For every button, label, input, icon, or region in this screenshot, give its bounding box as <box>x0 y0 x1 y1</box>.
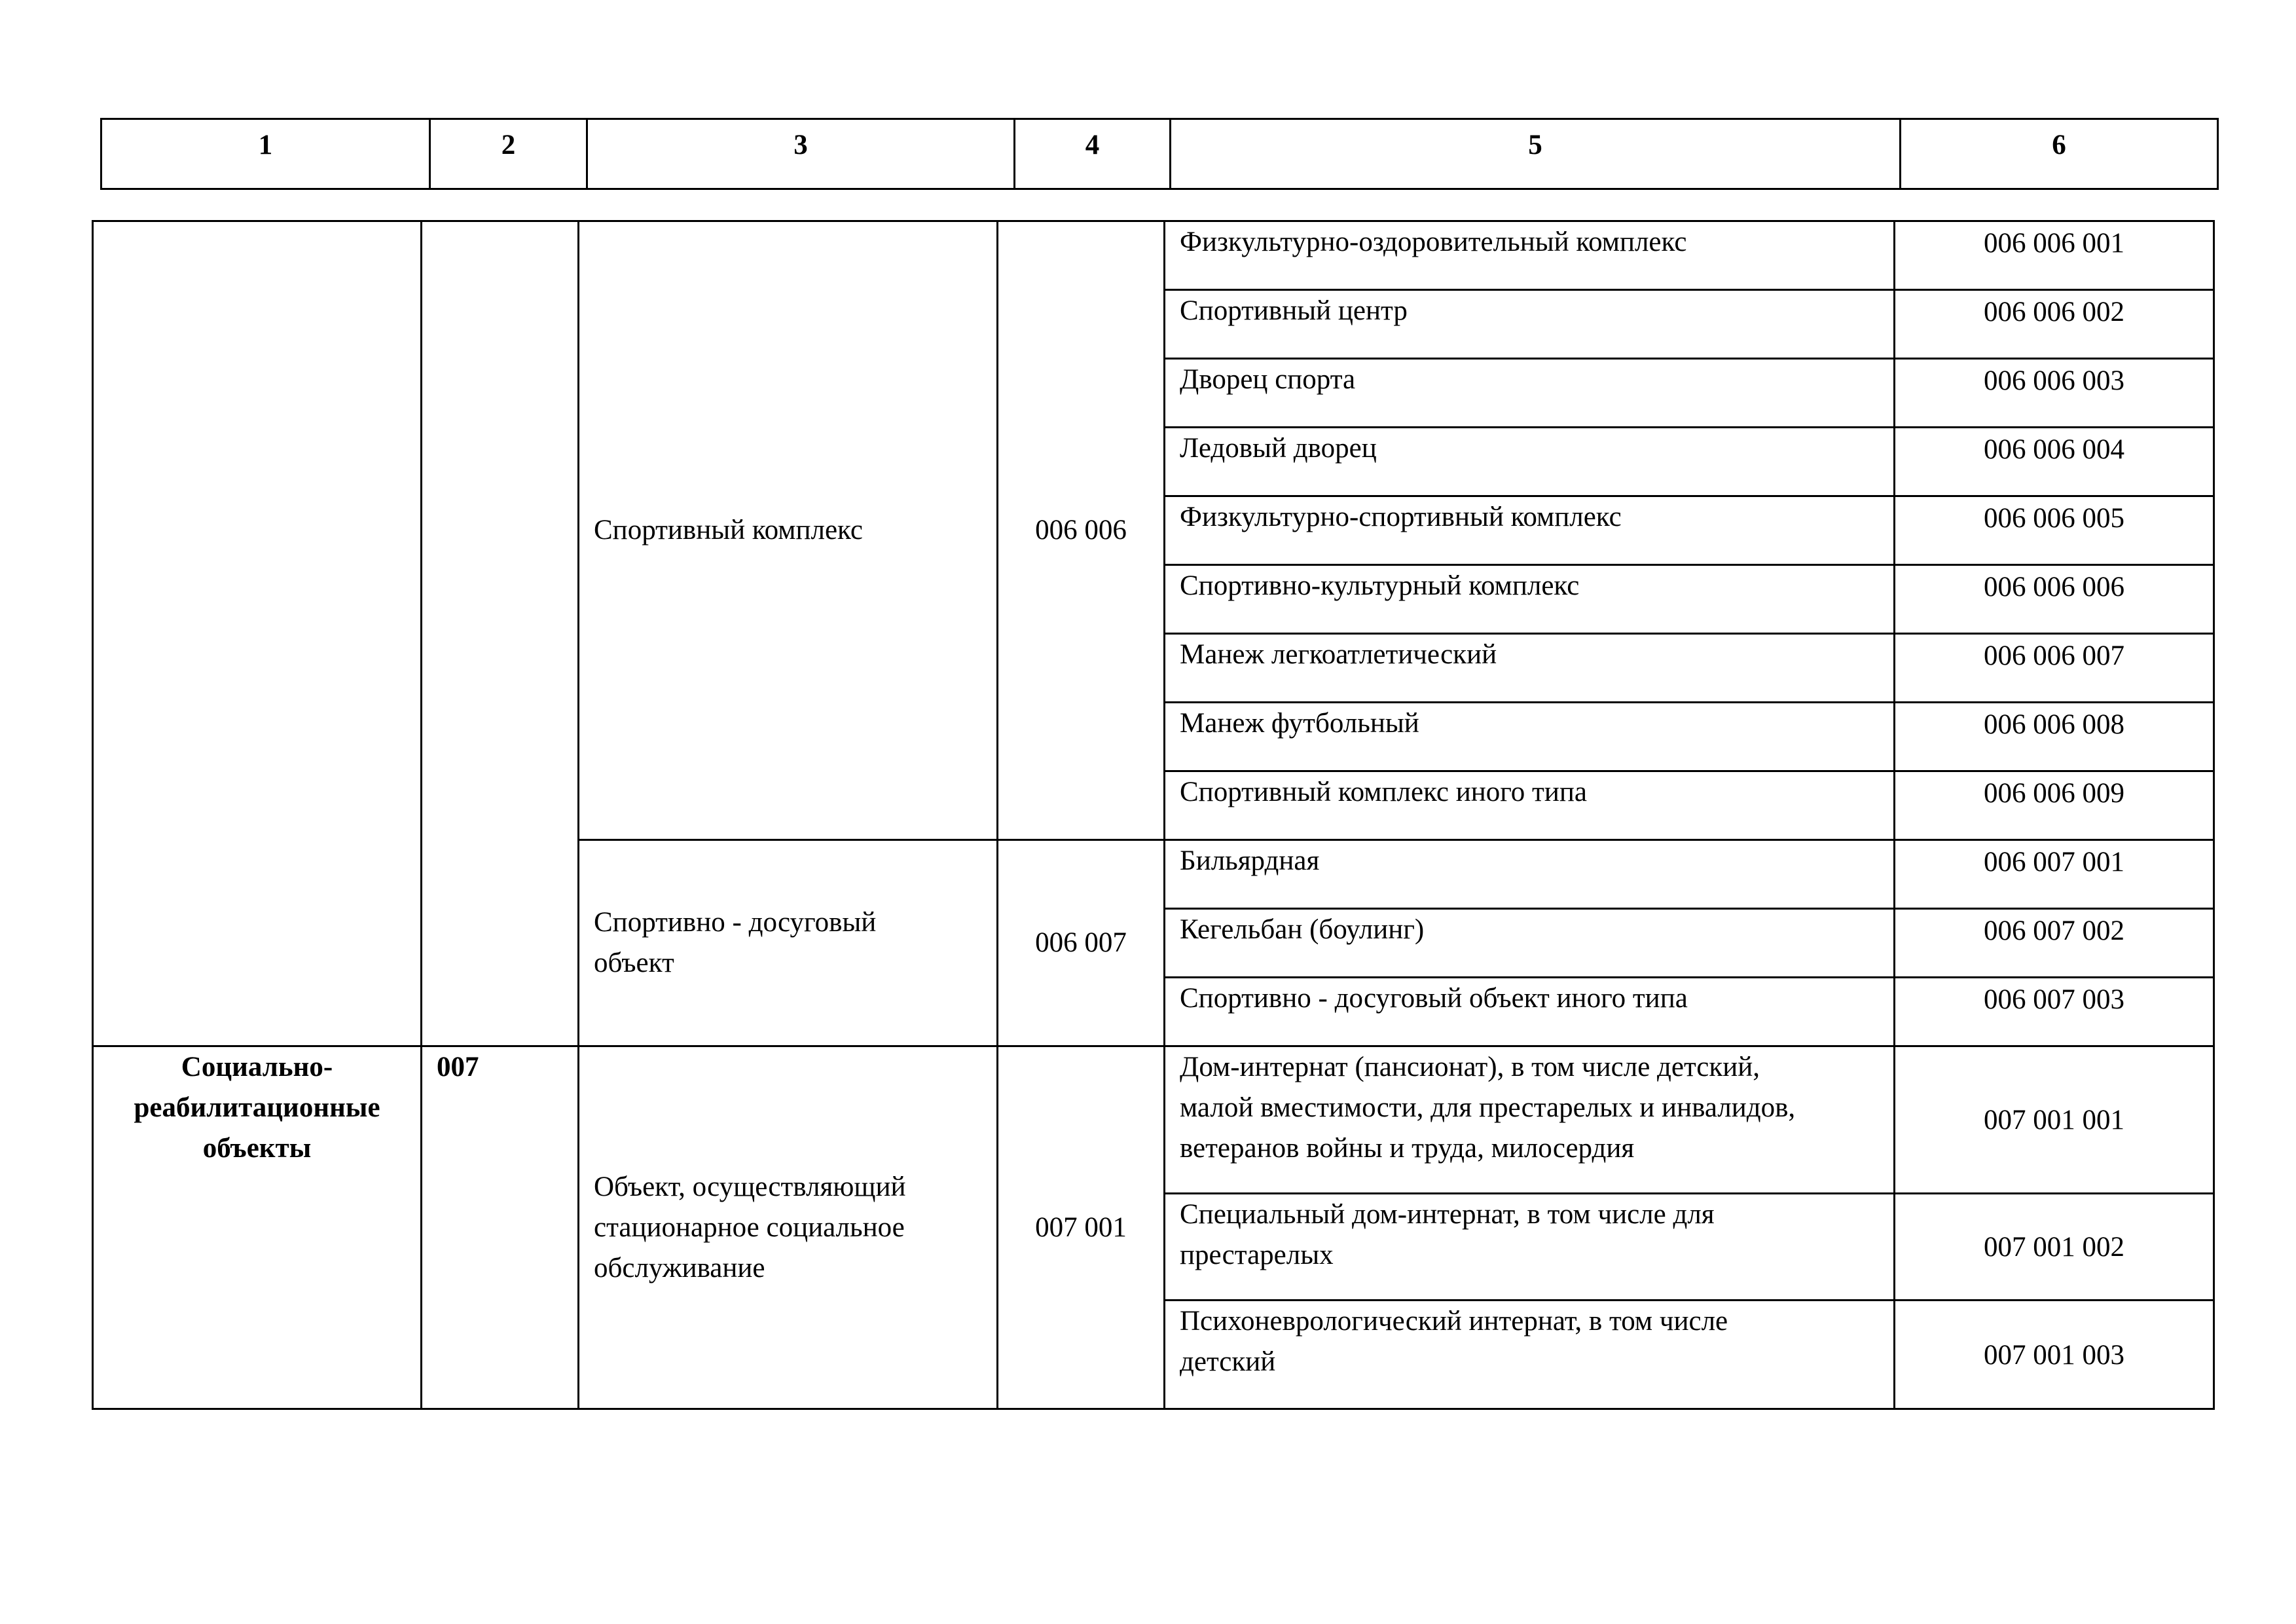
subgroup-code-cell: 006 006 <box>998 221 1165 840</box>
category-name-cell <box>93 221 422 1046</box>
category-name-cell: Социально- реабилитационные объекты <box>93 1046 422 1409</box>
item-code-cell: 006 006 007 <box>1895 634 2214 703</box>
classifier-table <box>92 220 2215 1410</box>
column-number-4: 4 <box>1015 119 1171 189</box>
item-name-cell: Специальный дом-интернат, в том числе для престарелых <box>1165 1194 1895 1301</box>
item-name-cell: Кегельбан (боулинг) <box>1165 909 1895 978</box>
subgroup-code-cell: 006 007 <box>998 840 1165 1046</box>
item-name-cell: Манеж футбольный <box>1165 703 1895 771</box>
item-code-cell: 006 006 002 <box>1895 290 2214 359</box>
item-code-cell: 006 006 005 <box>1895 496 2214 565</box>
column-number-2: 2 <box>430 119 587 189</box>
item-name-cell: Бильярдная <box>1165 840 1895 909</box>
column-number-3: 3 <box>587 119 1015 189</box>
item-name-cell: Спортивно - досуговый объект иного типа <box>1165 978 1895 1046</box>
column-number-1: 1 <box>101 119 430 189</box>
item-name-cell: Дворец спорта <box>1165 359 1895 428</box>
item-name-cell: Спортивный центр <box>1165 290 1895 359</box>
item-code-cell: 006 007 002 <box>1895 909 2214 978</box>
table-row <box>93 221 2214 290</box>
subgroup-name-cell: Объект, осуществляющий стационарное социальное обслуживание <box>579 1046 998 1409</box>
item-code-cell: 006 007 003 <box>1895 978 2214 1046</box>
item-code-cell: 006 006 008 <box>1895 703 2214 771</box>
item-name-cell: Физкультурно-оздоровительный комплекс <box>1165 221 1895 290</box>
item-name-cell: Манеж легкоатлетический <box>1165 634 1895 703</box>
category-code-cell <box>422 221 579 1046</box>
subgroup-name-cell: Спортивный комплекс <box>579 221 998 840</box>
item-name-cell: Спортивный комплекс иного типа <box>1165 771 1895 840</box>
item-name-cell: Ледовый дворец <box>1165 428 1895 496</box>
category-code-cell: 007 <box>422 1046 579 1409</box>
item-name-cell: Спортивно-культурный комплекс <box>1165 565 1895 634</box>
item-name-cell: Психоневрологический интернат, в том числе детский <box>1165 1301 1895 1409</box>
item-name-cell: Дом-интернат (пансионат), в том числе детский, малой вместимости, для престарелых и инвалидов, ветеранов войны и труда, милосердия <box>1165 1046 1895 1194</box>
column-number-5: 5 <box>1171 119 1901 189</box>
item-code-cell: 007 001 001 <box>1895 1046 2214 1194</box>
column-header-table <box>100 118 2219 190</box>
item-code-cell: 006 006 001 <box>1895 221 2214 290</box>
column-number-row <box>101 119 2218 189</box>
table-row <box>93 1046 2214 1194</box>
item-code-cell: 007 001 003 <box>1895 1301 2214 1409</box>
subgroup-code-cell: 007 001 <box>998 1046 1165 1409</box>
item-name-cell: Физкультурно-спортивный комплекс <box>1165 496 1895 565</box>
item-code-cell: 006 006 009 <box>1895 771 2214 840</box>
subgroup-name-cell: Спортивно - досуговый объект <box>579 840 998 1046</box>
item-code-cell: 006 007 001 <box>1895 840 2214 909</box>
item-code-cell: 006 006 004 <box>1895 428 2214 496</box>
item-code-cell: 006 006 006 <box>1895 565 2214 634</box>
item-code-cell: 007 001 002 <box>1895 1194 2214 1301</box>
column-number-6: 6 <box>1901 119 2218 189</box>
item-code-cell: 006 006 003 <box>1895 359 2214 428</box>
